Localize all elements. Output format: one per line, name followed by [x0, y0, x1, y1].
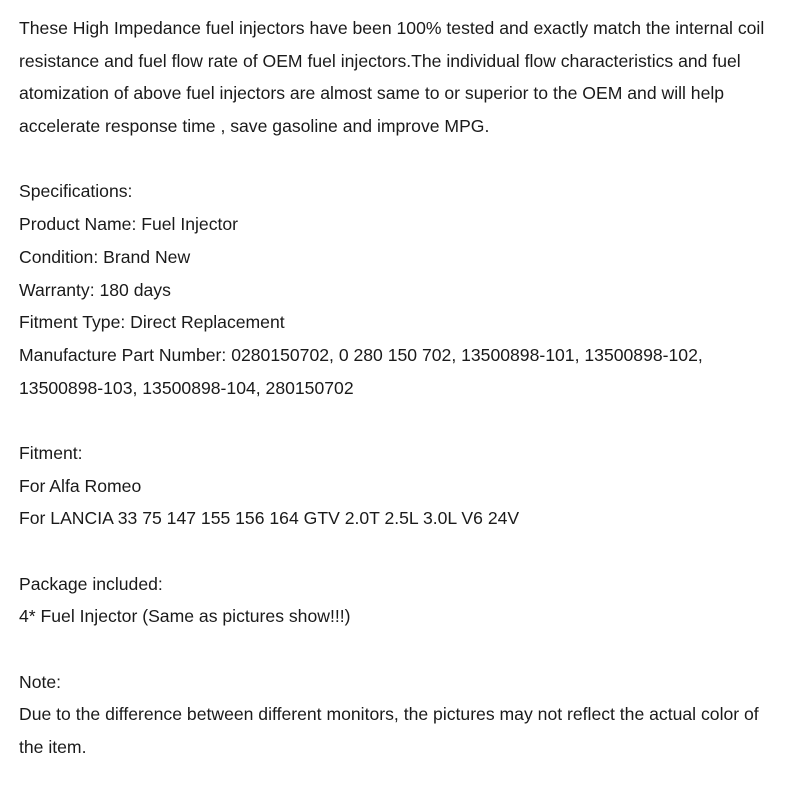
spec-condition: Condition: Brand New [19, 246, 191, 267]
specifications-heading: Specifications: [19, 181, 133, 202]
fitment-section [19, 437, 789, 535]
product-description [19, 12, 789, 764]
spacer [19, 404, 789, 437]
spacer [19, 143, 789, 176]
intro-line: These High Impedance fuel injectors have been 100% tested and exactly match the internal coil [19, 18, 765, 38]
note-text: Due to the difference between different monitors, the pictures may not reflect the actual color of [19, 704, 759, 725]
spec-warranty: Warranty: 180 days [19, 279, 171, 300]
spec-product-name: Product Name: Fuel Injector [19, 214, 239, 235]
package-heading: Package included: [19, 573, 163, 594]
package-section [19, 568, 789, 633]
note-text-continued: the item. [19, 737, 87, 758]
fitment-heading: Fitment: [19, 442, 83, 463]
fitment-alfa-romeo: For Alfa Romeo [19, 475, 142, 496]
intro-paragraph [19, 12, 789, 143]
spacer [19, 633, 789, 666]
spacer [19, 535, 789, 568]
spec-part-number: Manufacture Part Number: 0280150702, 0 280 150 702, 13500898-101, 13500898-102, [19, 344, 703, 365]
intro-line: atomization of above fuel injectors are almost same to or superior to the OEM and will help [19, 83, 725, 104]
spec-part-number-continued: 13500898-103, 13500898-104, 280150702 [19, 377, 354, 398]
note-heading: Note: [19, 671, 62, 692]
spec-fitment-type: Fitment Type: Direct Replacement [19, 312, 285, 333]
intro-line: accelerate response time , save gasoline and improve MPG. [19, 116, 490, 137]
fitment-lancia: For LANCIA 33 75 147 155 156 164 GTV 2.0T 2.5L 3.0L V6 24V [19, 508, 520, 529]
note-section [19, 666, 789, 764]
intro-line: resistance and fuel flow rate of OEM fuel injectors.The individual flow characteristics and fuel [19, 50, 741, 71]
package-item: 4* Fuel Injector (Same as pictures show!!!) [19, 606, 351, 627]
specifications-section [19, 175, 789, 404]
